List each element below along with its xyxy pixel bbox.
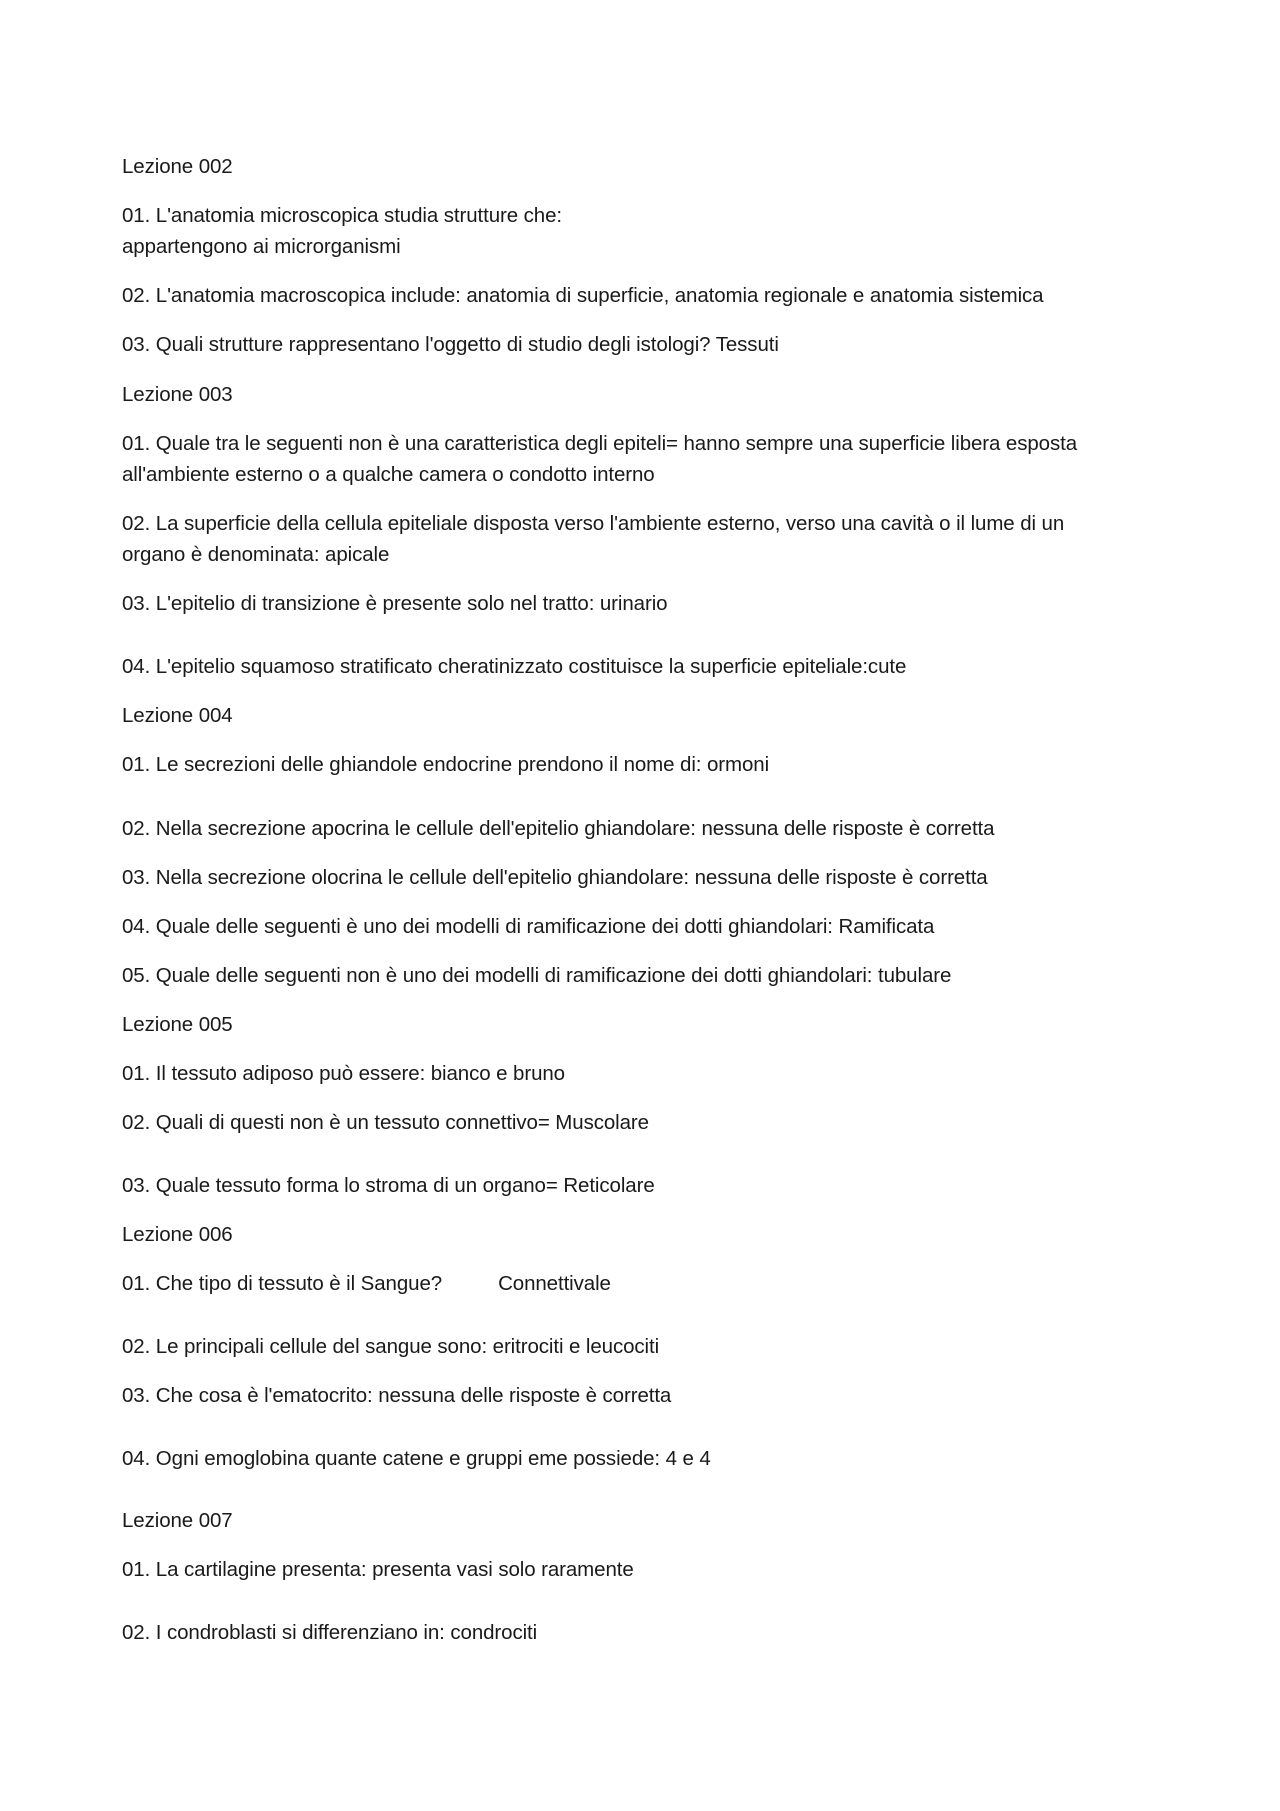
heading-lezione-004: Lezione 004	[122, 704, 233, 727]
question-line: 02. I condroblasti si differenziano in: condrociti	[122, 1621, 538, 1644]
question-line	[122, 1268, 611, 1299]
question-line: 02. La superficie della cellula epiteliale disposta verso l'ambiente esterno, verso una cavità o il lume di un	[122, 512, 1065, 535]
heading-lezione-007: Lezione 007	[122, 1509, 233, 1532]
question-line: 01. La cartilagine presenta: presenta vasi solo raramente	[122, 1558, 634, 1581]
question-line: 03. Nella secrezione olocrina le cellule dell'epitelio ghiandolare: nessuna delle risposte è corretta	[122, 866, 988, 889]
question-line: 04. L'epitelio squamoso stratificato cheratinizzato costituisce la superficie epiteliale:cute	[122, 655, 907, 678]
question-line: 04. Quale delle seguenti è uno dei modelli di ramificazione dei dotti ghiandolari: Ramificata	[122, 915, 935, 938]
question-line: 01. L'anatomia microscopica studia strutture che:	[122, 204, 562, 227]
question-line: 03. Che cosa è l'ematocrito: nessuna delle risposte è corretta	[122, 1384, 672, 1407]
question-line: 02. Quali di questi non è un tessuto connettivo= Muscolare	[122, 1111, 649, 1134]
answer-text: Connettivale	[498, 1272, 611, 1295]
question-line: 03. Quali strutture rappresentano l'oggetto di studio degli istologi? Tessuti	[122, 333, 779, 356]
question-line: 05. Quale delle seguenti non è uno dei modelli di ramificazione dei dotti ghiandolari: tubulare	[122, 964, 952, 987]
question-line: 03. Quale tessuto forma lo stroma di un organo= Reticolare	[122, 1174, 655, 1197]
heading-lezione-002: Lezione 002	[122, 155, 233, 178]
question-line-continuation: all'ambiente esterno o a qualche camera o condotto interno	[122, 463, 655, 486]
question-line: 01. Quale tra le seguenti non è una caratteristica degli epiteli= hanno sempre una superficie libera esposta	[122, 432, 1078, 455]
question-text: 01. Che tipo di tessuto è il Sangue?	[122, 1272, 443, 1295]
heading-lezione-006: Lezione 006	[122, 1223, 233, 1246]
question-line: 02. L'anatomia macroscopica include: anatomia di superficie, anatomia regionale e anatomia sistemica	[122, 284, 1044, 307]
question-line: 01. Le secrezioni delle ghiandole endocrine prendono il nome di: ormoni	[122, 753, 770, 776]
heading-lezione-005: Lezione 005	[122, 1013, 233, 1036]
question-line: 01. Il tessuto adiposo può essere: bianco e bruno	[122, 1062, 565, 1085]
question-line: 04. Ogni emoglobina quante catene e gruppi eme possiede: 4 e 4	[122, 1447, 711, 1470]
question-line: 02. Nella secrezione apocrina le cellule dell'epitelio ghiandolare: nessuna delle risposte è corretta	[122, 817, 995, 840]
question-line: 02. Le principali cellule del sangue sono: eritrociti e leucociti	[122, 1335, 660, 1358]
question-line: 03. L'epitelio di transizione è presente solo nel tratto: urinario	[122, 592, 668, 615]
answer-line: appartengono ai microrganismi	[122, 235, 401, 258]
question-line-continuation: organo è denominata: apicale	[122, 543, 390, 566]
heading-lezione-003: Lezione 003	[122, 383, 233, 406]
